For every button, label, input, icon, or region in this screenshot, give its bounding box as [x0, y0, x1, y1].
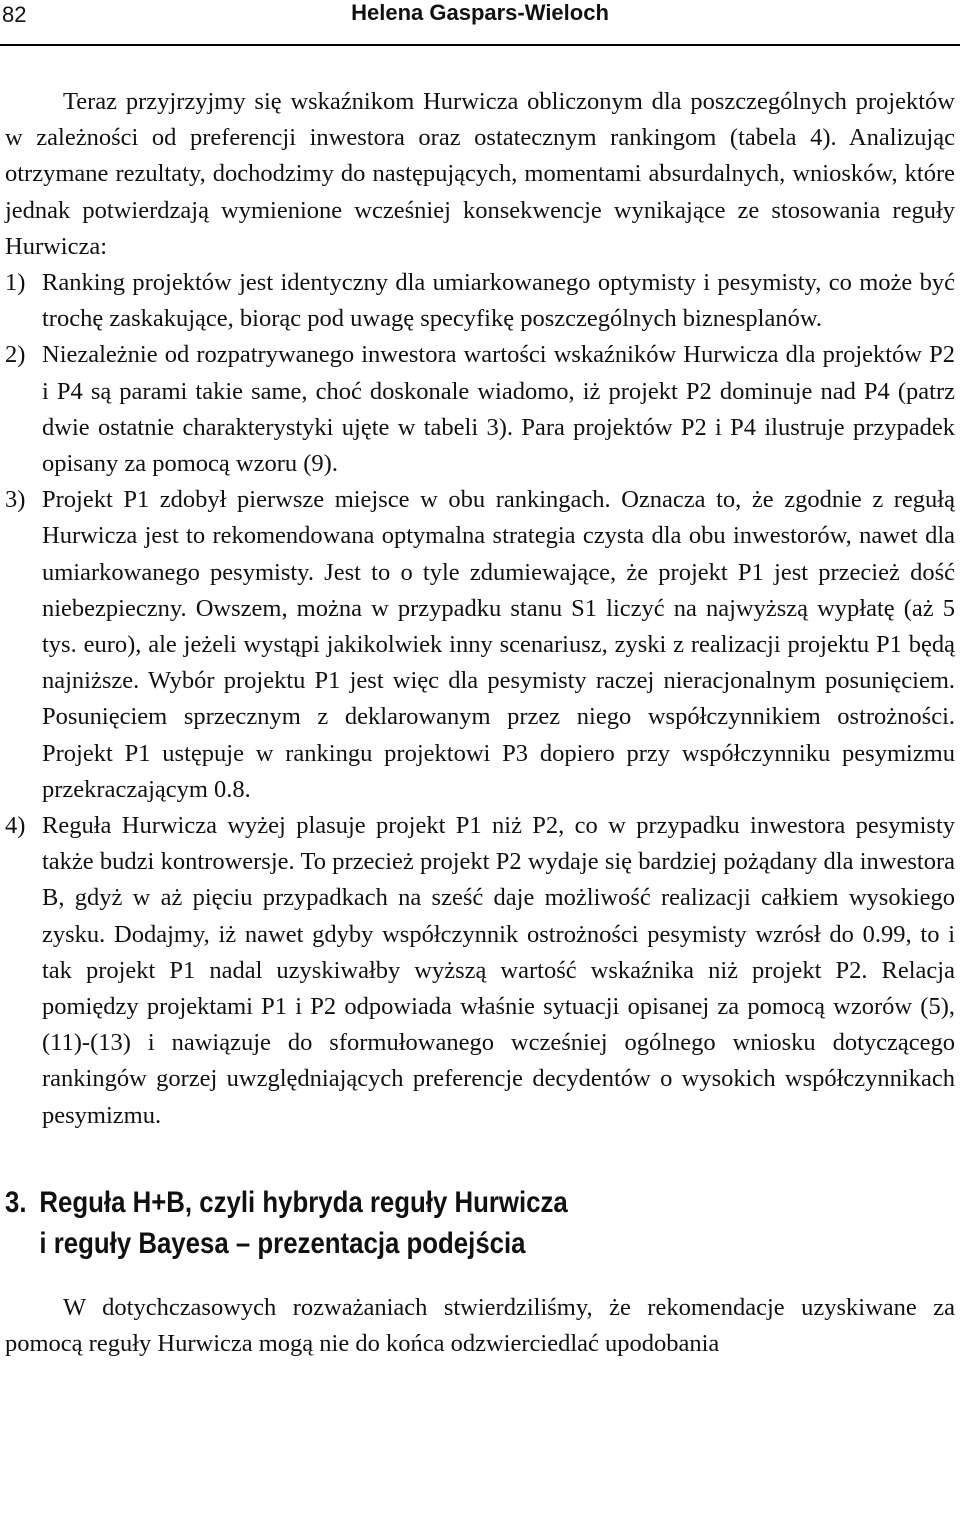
list-item-text: Niezależnie od rozpatrywanego inwestora wartości wskaźników Hurwicza dla projektów P2 i P4 są parami takie same, choć doskonale wiadomo, iż projekt P2 dominuje nad P4 (patrz dwie ostatnie charakterystyki ujęte w tabeli 3). Para projektów P2 i P4 ilustruje przypadek opisany za pomocą wzoru (9).: [42, 341, 955, 478]
list-item-text: Reguła Hurwicza wyżej plasuje projekt P1 niż P2, co w przypadku inwestora pesymisty także budzi kontrowersje. To przecież projekt P2 wydaje się bardziej pożądany dla inwestora B, gdyż w aż pięciu przypadkach na sześć daje możliwość realizacji całkiem wysokiego zysku. Dodajmy, iż nawet gdyby współczynnik ostrożności pesymisty wzrósł do 0.99, to i tak projekt P1 nadal uzyskiwałby wyższą wartość wskaźnika niż projekt P2. Relacja pomiędzy projektami P1 i P2 odpowiada właśnie sytuacji opisanej za pomocą wzorów (5), (11)-(13) i nawiązuje do sformułowanego wcześniej ogólnego wniosku dotyczącego rankingów gorzej uwzględniających preferencje decydentów o wysokich współczynnikach pesymizmu.: [42, 812, 955, 1129]
page-header: [0, 0, 960, 46]
running-head-author: Helena Gaspars-Wieloch: [351, 0, 609, 25]
list-marker: 3): [5, 486, 26, 514]
page-number: 82: [2, 2, 27, 27]
list-item: [5, 337, 955, 482]
list-item: [5, 808, 955, 1134]
list-marker: 4): [5, 812, 26, 840]
list-marker: 1): [5, 269, 26, 297]
list-item: [5, 265, 955, 337]
conclusions-list: [5, 265, 955, 1134]
page-body: [5, 84, 955, 1362]
intro-paragraph: Teraz przyjrzyjmy się wskaźnikom Hurwicza obliczonym dla poszczególnych projektów w zależności od preferencji inwestora oraz ostatecznym rankingom (tabela 4). Analizując otrzymane rezultaty, dochodzimy do następujących, momentami absurdalnych, wniosków, które jednak potwierdzają wymienione wcześniej konsekwencje wynikające ze stosowania reguły Hurwicza:: [5, 88, 955, 260]
list-marker: 2): [5, 341, 26, 369]
section-heading: [5, 1182, 960, 1264]
list-item-text: Projekt P1 zdobył pierwsze miejsce w obu rankingach. Oznacza to, że zgodnie z regułą Hurwicza jest to rekomendowana optymalna strategia czysta dla obu inwestorów, nawet dla umiarkowanego pesymisty. Jest to o tyle zdumiewające, że projekt P1 jest przecież dość niebezpieczny. Owszem, można w przypadku stanu S1 liczyć na najwyższą wypłatę (aż 5 tys. euro), ale jeżeli wystąpi jakikolwiek inny scenariusz, zyski z realizacji projektu P1 będą najniższe. Wybór projektu P1 jest więc dla pesymisty raczej nieracjonalnym posunięciem. Posunięciem sprzecznym z deklarowanym przez niego współczynnikiem ostrożności. Projekt P1 ustępuje w rankingu projektowi P3 dopiero przy współczynniku pesymizmu przekraczającym 0.8.: [42, 486, 955, 803]
section-title-line-2: i reguły Bayesa – prezentacja podejścia: [39, 1226, 526, 1260]
list-item: [5, 482, 955, 808]
closing-paragraph: W dotychczasowych rozważaniach stwierdziliśmy, że rekomendacje uzyskiwane za pomocą reguły Hurwicza mogą nie do końca odzwierciedlać upodobania: [5, 1293, 955, 1358]
list-item-text: Ranking projektów jest identyczny dla umiarkowanego optymisty i pesymisty, co może być trochę zaskakujące, biorąc pod uwagę specyfikę poszczególnych biznesplanów.: [42, 269, 955, 333]
section-number: 3.: [5, 1185, 27, 1219]
section-title-line-1: Reguła H+B, czyli hybryda reguły Hurwicza: [39, 1185, 568, 1219]
